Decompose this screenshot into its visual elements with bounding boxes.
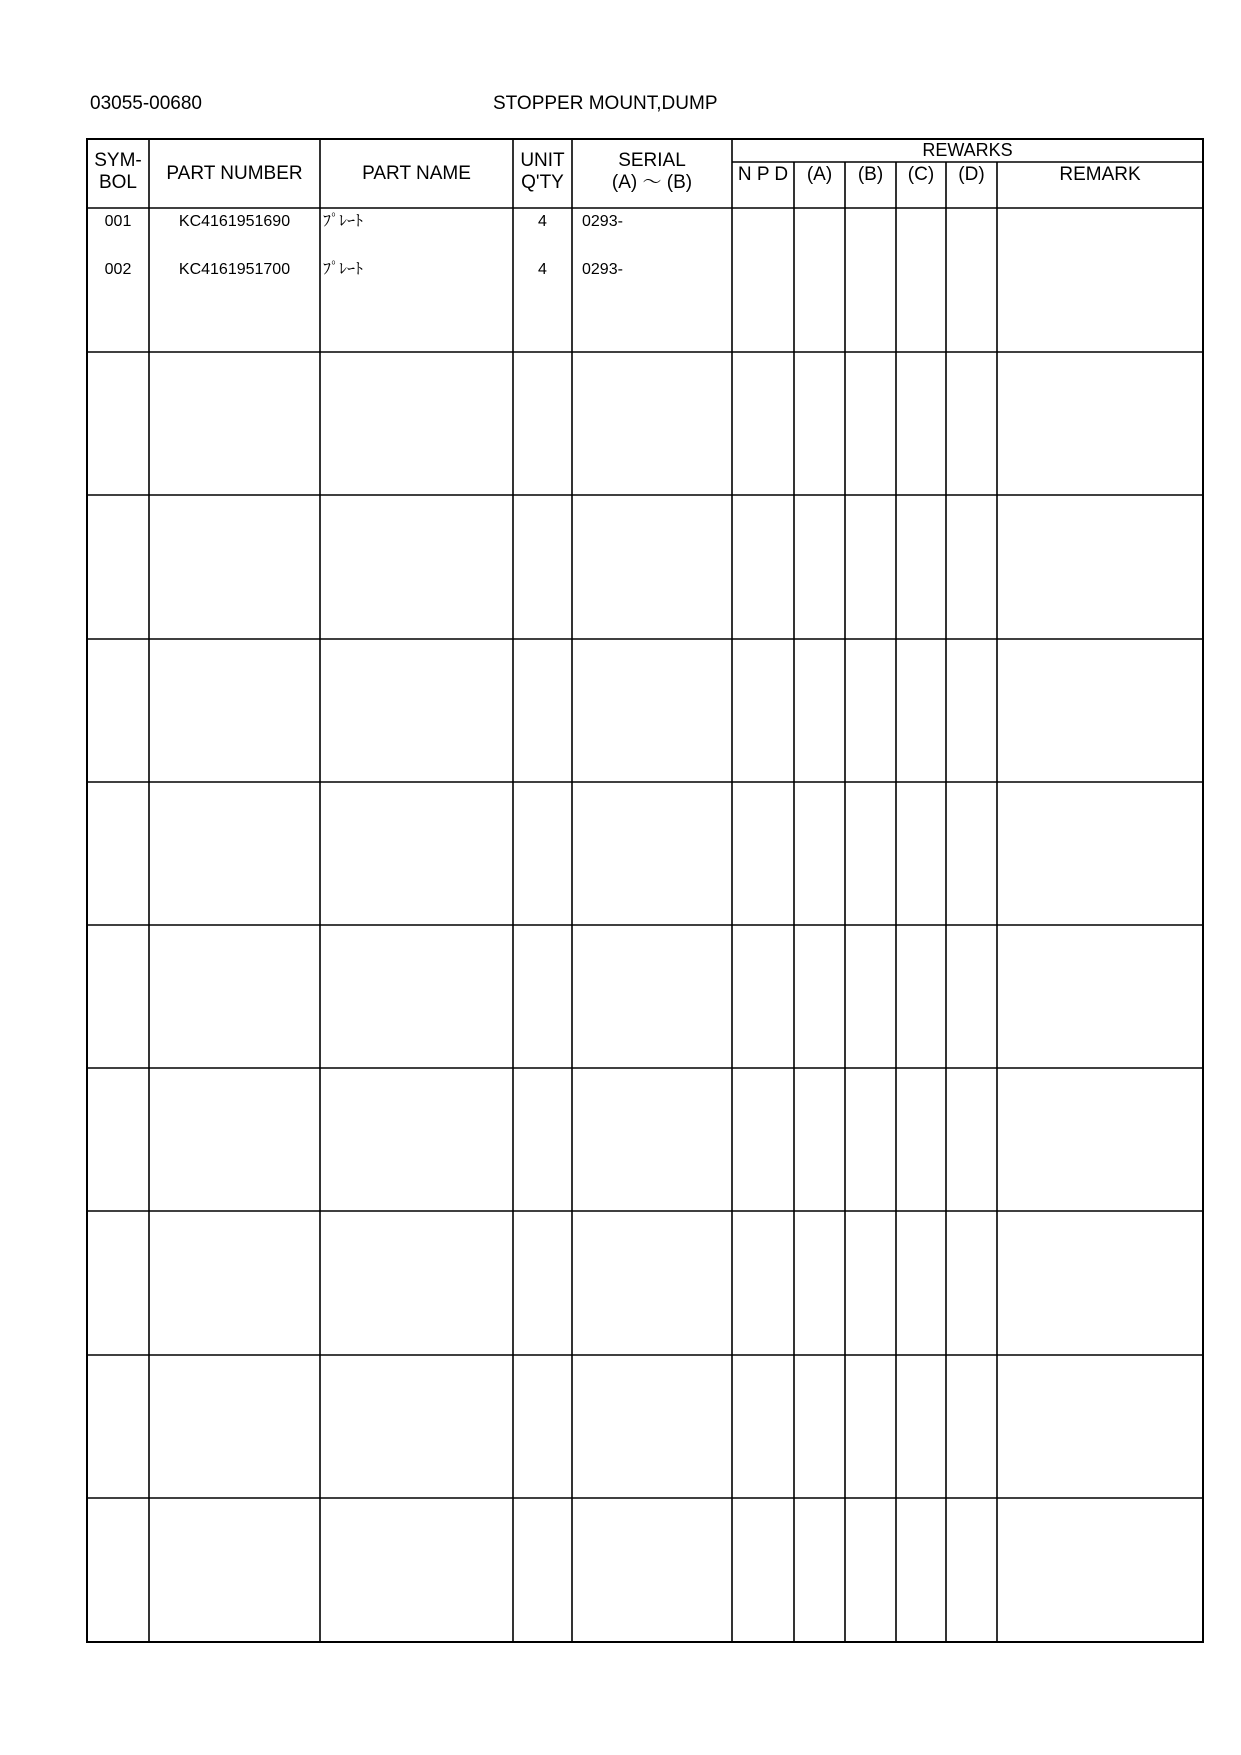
row-part-name: ﾌﾟﾚｰﾄ — [323, 213, 364, 230]
row-qty: 4 — [538, 261, 547, 278]
header-serial-line1: SERIAL — [618, 150, 686, 171]
header-unit-line2: Q'TY — [521, 172, 564, 193]
header-serial — [572, 150, 732, 194]
row-symbol: 002 — [104, 261, 132, 278]
header-part-number: PART NUMBER — [166, 163, 303, 184]
header-serial-line2: (A) ～ (B) — [611, 172, 693, 193]
document-code: 03055-00680 — [90, 93, 202, 114]
row-part-number: KC4161951690 — [178, 213, 291, 230]
row-serial: 0293- — [582, 213, 623, 230]
header-rewarks: REWARKS — [922, 140, 1013, 160]
header-col-c: (C) — [907, 164, 935, 185]
header-unit-line1: UNIT — [520, 150, 565, 171]
header-symbol-line2: BOL — [98, 172, 138, 193]
row-part-name: ﾌﾟﾚｰﾄ — [323, 261, 364, 278]
document-title: STOPPER MOUNT,DUMP — [493, 93, 718, 114]
header-symbol — [87, 150, 149, 194]
header-part-name: PART NAME — [362, 163, 471, 184]
header-col-b: (B) — [857, 164, 884, 185]
header-col-d: (D) — [958, 164, 985, 185]
row-serial: 0293- — [582, 261, 623, 278]
header-col-a: (A) — [806, 164, 833, 185]
row-qty: 4 — [538, 213, 547, 230]
row-part-number: KC4161951700 — [178, 261, 291, 278]
header-symbol-line1: SYM- — [94, 150, 142, 171]
header-unit-qty — [513, 150, 572, 194]
row-symbol: 001 — [104, 213, 132, 230]
header-remark: REMARK — [1059, 164, 1141, 185]
header-npd: N P D — [737, 164, 789, 185]
